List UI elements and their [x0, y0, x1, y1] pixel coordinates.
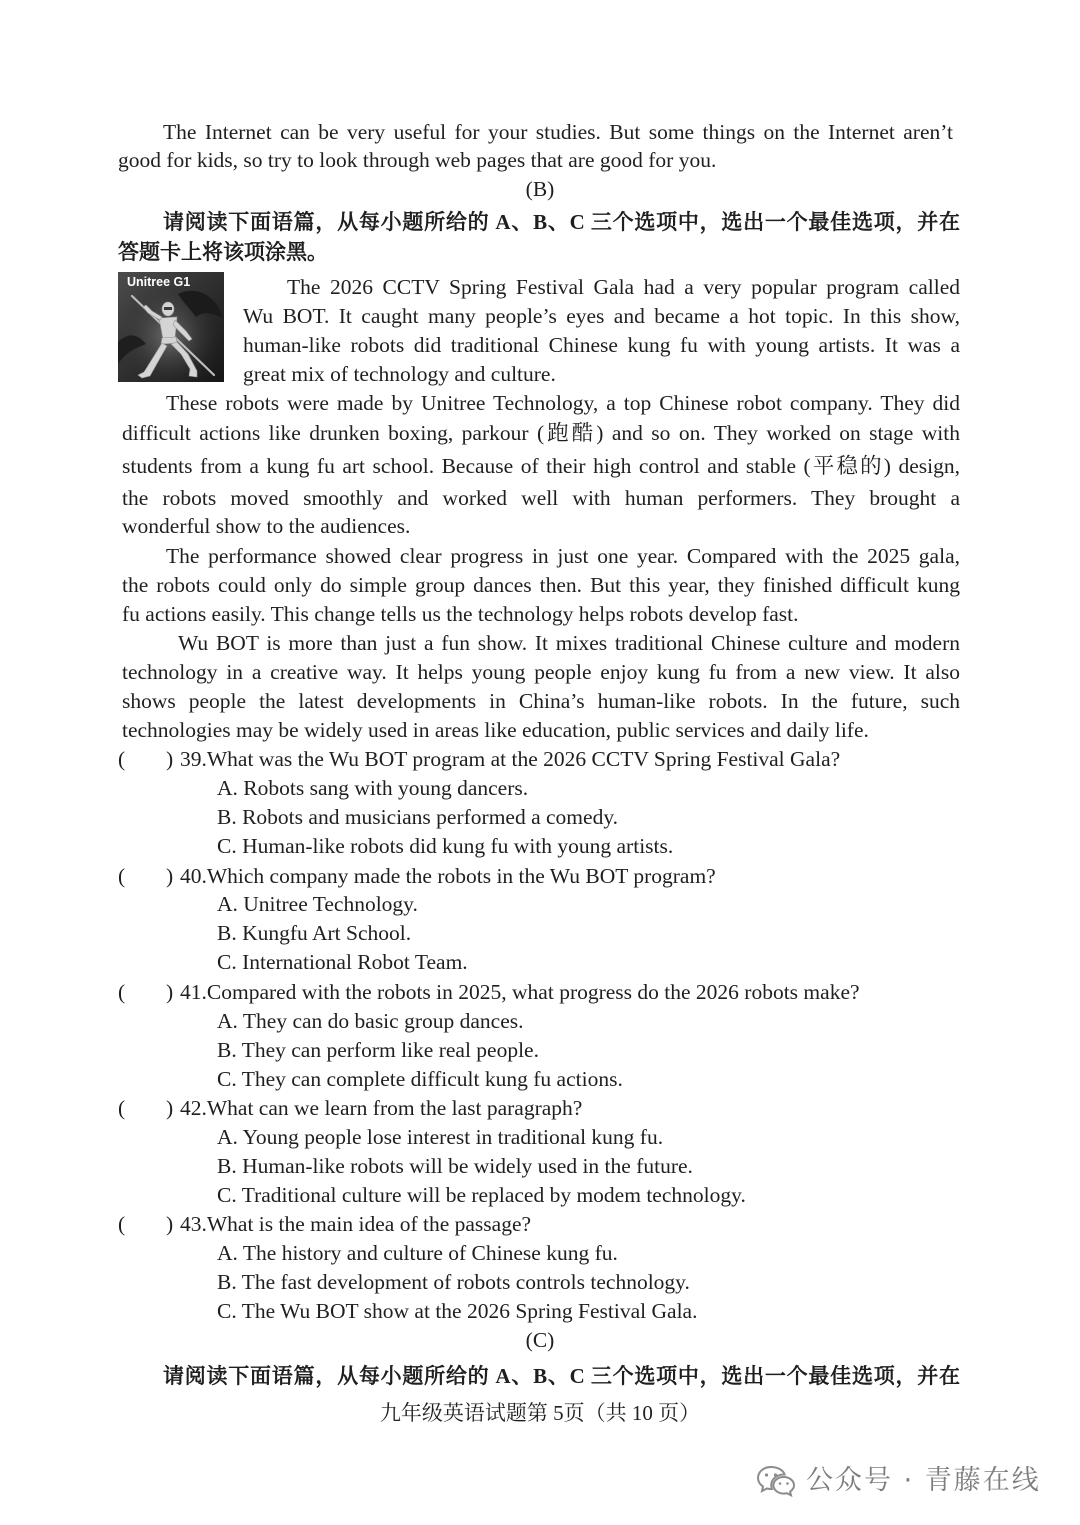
- question-42: [118, 1095, 978, 1121]
- option-a: A. Young people lose interest in traditional kung fu.: [217, 1125, 664, 1149]
- option-b: B. The fast development of robots controls technology.: [217, 1270, 690, 1294]
- question-number: 43.: [180, 1212, 207, 1236]
- question-text: Compared with the robots in 2025, what progress do the 2026 robots make?: [206, 980, 860, 1004]
- option-c: C. They can complete difficult kung fu actions.: [217, 1067, 623, 1091]
- option-a: A. Robots sang with young dancers.: [217, 776, 529, 800]
- passage-line: the robots could only do simple group dances then. But this year, they finished difficult kung: [122, 573, 960, 597]
- answer-bracket-open: (: [118, 864, 126, 888]
- question-number: 40.: [180, 864, 207, 888]
- passage-line: human-like robots did traditional Chinese kung fu with young artists. It was a: [243, 333, 960, 357]
- option-b: B. Human-like robots will be widely used in the future.: [217, 1154, 693, 1178]
- section-heading-c: (C): [525, 1328, 555, 1352]
- question-41: [118, 979, 978, 1005]
- option-c: C. Traditional culture will be replaced by modem technology.: [217, 1183, 746, 1207]
- option-a: A. They can do basic group dances.: [217, 1009, 524, 1033]
- option-b: B. They can perform like real people.: [217, 1038, 539, 1062]
- photo-caption: Unitree G1: [127, 275, 191, 289]
- wechat-icon: [757, 1464, 795, 1498]
- question-40: [118, 863, 978, 889]
- passage-line: students from a kung fu art school. Because of their high control and stable (平稳的) design,: [122, 454, 960, 478]
- passage-line: good for kids, so try to look through web pages that are good for you.: [118, 148, 717, 172]
- question-number: 39.: [180, 747, 207, 771]
- question-text: What is the main idea of the passage?: [206, 1212, 532, 1236]
- answer-bracket-close: ): [166, 980, 174, 1004]
- option-b: B. Kungfu Art School.: [217, 921, 412, 945]
- question-text: What can we learn from the last paragraph?: [206, 1096, 583, 1120]
- instruction-line: 请阅读下面语篇，从每小题所给的 A、B、C 三个选项中，选出一个最佳选项，并在: [163, 1364, 960, 1388]
- instruction-line: 请阅读下面语篇，从每小题所给的 A、B、C 三个选项中，选出一个最佳选项，并在: [163, 210, 960, 234]
- passage-line: great mix of technology and culture.: [243, 362, 556, 386]
- question-number: 41.: [180, 980, 207, 1004]
- option-c: C. Human-like robots did kung fu with young artists.: [217, 834, 674, 858]
- option-c: C. The Wu BOT show at the 2026 Spring Festival Gala.: [217, 1299, 698, 1323]
- question-stem: [180, 1095, 582, 1121]
- passage-line: shows people the latest developments in China’s human-like robots. In the future, such: [122, 689, 960, 713]
- option-c: C. International Robot Team.: [217, 950, 468, 974]
- passage-line: fu actions easily. This change tells us the technology helps robots develop fast.: [122, 602, 799, 626]
- answer-bracket-close: ): [166, 1096, 174, 1120]
- question-stem: [180, 979, 860, 1005]
- answer-bracket-close: ): [166, 864, 174, 888]
- question-text: What was the Wu BOT program at the 2026 CCTV Spring Festival Gala?: [206, 747, 841, 771]
- passage-line: Wu BOT. It caught many people’s eyes and became a hot topic. In this show,: [243, 304, 960, 328]
- question-stem: [180, 1211, 531, 1237]
- question-stem: [180, 863, 716, 889]
- passage-line: difficult actions like drunken boxing, parkour (跑酷) and so on. They worked on stage with: [122, 421, 960, 445]
- answer-bracket-open: (: [118, 980, 126, 1004]
- answer-bracket-open: (: [118, 1212, 126, 1236]
- question-stem: [180, 746, 840, 772]
- question-number: 42.: [180, 1096, 207, 1120]
- question-text: Which company made the robots in the Wu BOT program?: [206, 864, 716, 888]
- option-a: A. Unitree Technology.: [217, 892, 418, 916]
- passage-line: These robots were made by Unitree Technology, a top Chinese robot company. They did: [166, 391, 960, 415]
- section-heading-b: (B): [525, 177, 555, 201]
- robot-photo: [118, 272, 224, 382]
- page-footer: 九年级英语试题第 5页（共 10 页）: [379, 1401, 701, 1425]
- passage-line: The 2026 CCTV Spring Festival Gala had a very popular program called: [287, 275, 960, 299]
- passage-line: technologies may be widely used in areas like education, public services and daily life.: [122, 718, 869, 742]
- passage-line: the robots moved smoothly and worked well with human performers. They brought a: [122, 486, 960, 510]
- answer-bracket-close: ): [166, 747, 174, 771]
- answer-bracket-open: (: [118, 1096, 126, 1120]
- option-b: B. Robots and musicians performed a comedy.: [217, 805, 619, 829]
- question-39: [118, 746, 978, 772]
- watermark-text: 公众号 · 青藤在线: [806, 1465, 1041, 1496]
- passage-line: The performance showed clear progress in just one year. Compared with the 2025 gala,: [166, 544, 960, 568]
- answer-bracket-open: (: [118, 747, 126, 771]
- passage-line: Wu BOT is more than just a fun show. It mixes traditional Chinese culture and modern: [178, 631, 960, 655]
- option-a: A. The history and culture of Chinese kung fu.: [217, 1241, 618, 1265]
- question-43: [118, 1211, 978, 1237]
- passage-line: The Internet can be very useful for your studies. But some things on the Internet aren’t: [163, 120, 953, 144]
- passage-line: technology in a creative way. It helps young people enjoy kung fu from a new view. It also: [122, 660, 960, 684]
- answer-bracket-close: ): [166, 1212, 174, 1236]
- instruction-line: 答题卡上将该项涂黑。: [118, 240, 328, 264]
- passage-line: wonderful show to the audiences.: [122, 514, 411, 538]
